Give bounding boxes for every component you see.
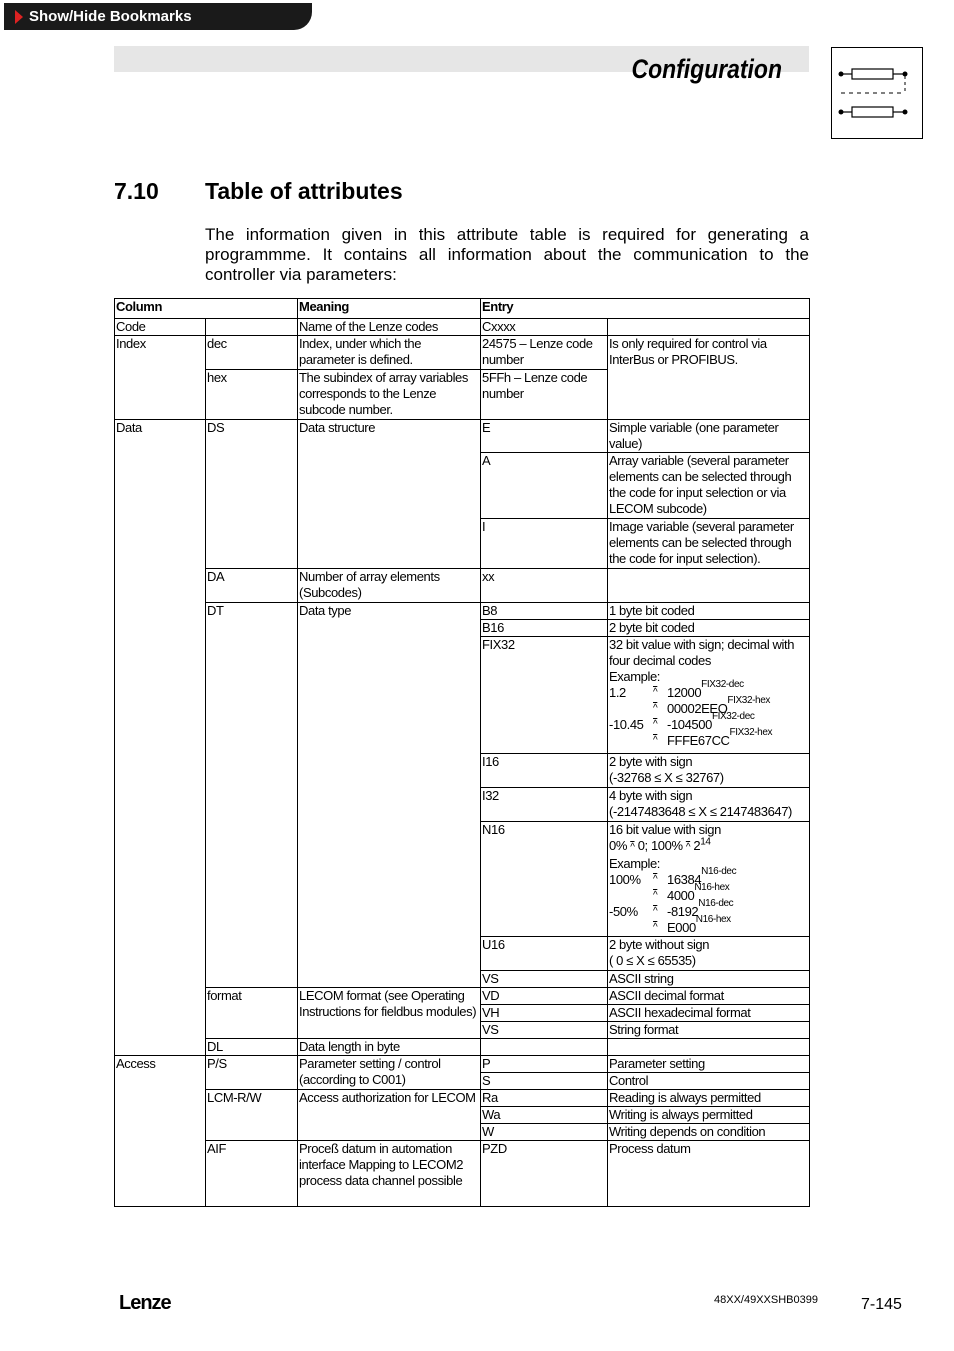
ex-suffix: FIX32-hex — [727, 695, 770, 706]
empty-cell — [115, 988, 206, 1056]
index-note: Is only required for control via InterBus or PROFIBUS. — [608, 336, 810, 420]
ex-value: 1.2 — [609, 685, 626, 700]
empty-cell — [298, 1124, 481, 1141]
dt-entry: N16 — [481, 822, 608, 937]
ds-desc: Simple variable (one parameter value) — [608, 420, 810, 453]
ex-suffix: N16-hex — [694, 882, 730, 893]
ex-suffix: N16-hex — [695, 914, 731, 925]
header-entry: Entry — [481, 299, 810, 319]
i32-desc — [608, 788, 810, 822]
ex-value: -50% — [609, 904, 638, 919]
desc-line: (-2147483648 ≤ X ≤ 2147483647) — [609, 804, 792, 819]
show-hide-bookmarks-button[interactable] — [4, 3, 312, 30]
example-line — [609, 679, 808, 701]
table-row — [115, 569, 810, 603]
format-entry: VS — [481, 1022, 608, 1039]
ex-code: -8192 — [667, 904, 699, 919]
dt-entry: I32 — [481, 788, 608, 822]
ex-code: 16384 — [667, 872, 702, 887]
lcm-entry: W — [481, 1124, 608, 1141]
desc-line: 16 bit value with sign — [609, 822, 721, 837]
page-number: 7-145 — [861, 1296, 902, 1313]
format-entry: VD — [481, 988, 608, 1005]
index-hex-meaning: The subindex of array variables corresponds to the Lenze subcode number. — [298, 370, 481, 420]
lcm-desc: Writing depends on condition — [608, 1124, 810, 1141]
empty-cell — [608, 1039, 810, 1056]
empty-cell — [206, 319, 298, 336]
switch-diagram-icon — [831, 47, 923, 139]
ex-value: -10.45 — [609, 717, 644, 732]
ex-code: FFFE67CC — [667, 733, 730, 748]
u16-desc — [608, 937, 810, 971]
format-desc: String format — [608, 1022, 810, 1039]
text-part: 0% — [609, 838, 631, 853]
code-entry: Cxxxx — [481, 319, 608, 336]
ex-value — [609, 888, 653, 904]
ps-meaning: Parameter setting / control (according to C001) — [298, 1056, 481, 1090]
table-row — [115, 1056, 810, 1073]
header-meaning: Meaning — [298, 299, 481, 319]
format-sub: format — [206, 988, 298, 1039]
da-entry: xx — [481, 569, 608, 603]
dt-entry: FIX32 — [481, 637, 608, 754]
index-hex-sub: hex — [206, 370, 298, 420]
example-line — [609, 914, 808, 936]
document-id: 48XX/49XXSHB0399 — [714, 1294, 818, 1306]
corresponds-symbol: ^ — [630, 842, 635, 853]
lcm-desc: Reading is always permitted — [608, 1090, 810, 1107]
ps-entry: P — [481, 1056, 608, 1073]
chapter-title: Configuration — [631, 54, 782, 84]
text-part: 2 — [690, 838, 701, 853]
format-desc: ASCII decimal format — [608, 988, 810, 1005]
ex-value: 100% — [609, 872, 641, 887]
ds-entry: A — [481, 453, 608, 519]
ds-desc: Array variable (several parameter elements can be selected through the code for input selection or via LECOM subcode) — [608, 453, 810, 519]
section-title: Table of attributes — [205, 178, 403, 204]
example-label: Example: — [609, 669, 661, 684]
empty-cell — [608, 319, 810, 336]
i16-desc — [608, 754, 810, 788]
corresponds-symbol: ^ — [653, 719, 658, 730]
desc-line: 4 byte with sign — [609, 788, 693, 803]
table-row — [115, 1090, 810, 1107]
example-line — [609, 695, 808, 717]
ex-value — [609, 701, 653, 717]
triangle-right-icon — [15, 10, 23, 24]
data-label: Data — [115, 420, 206, 569]
intro-paragraph: The information given in this attribute table is required for generating a programmme. It contains all information about the communication to the controller via parameters: — [205, 225, 809, 284]
lcm-meaning: Access authorization for LECOM — [298, 1090, 481, 1124]
empty-cell — [608, 569, 810, 603]
fix32-text: 32 bit value with sign; decimal with four decimal codes — [609, 637, 795, 668]
corresponds-symbol: ^ — [653, 735, 658, 746]
corresponds-symbol: ^ — [653, 890, 658, 901]
fix32-desc — [608, 637, 810, 754]
dt-entry: U16 — [481, 937, 608, 971]
table-row — [115, 603, 810, 620]
access-label: Access — [115, 1056, 206, 1124]
code-meaning: Name of the Lenze codes — [298, 319, 481, 336]
ex-suffix: N16-dec — [698, 898, 734, 909]
ex-code: 12000 — [667, 685, 702, 700]
da-meaning: Number of array elements (Subcodes) — [298, 569, 481, 603]
dt-entry: B8 — [481, 603, 608, 620]
ds-entry: E — [481, 420, 608, 453]
ex-code: -104500 — [667, 717, 712, 732]
ex-code: E000 — [667, 920, 696, 935]
aif-desc: Process datum — [608, 1141, 810, 1207]
exponent: 14 — [700, 836, 711, 848]
bookmarks-label: Show/Hide Bookmarks — [29, 8, 192, 25]
dt-entry: B16 — [481, 620, 608, 637]
aif-sub: AIF — [206, 1141, 298, 1207]
table-row — [115, 1039, 810, 1056]
ex-value — [609, 920, 653, 936]
ex-suffix: FIX32-hex — [729, 727, 773, 738]
ps-desc: Control — [608, 1073, 810, 1090]
lenze-logo: Lenze — [119, 1292, 171, 1314]
code-label: Code — [115, 319, 206, 336]
empty-cell — [115, 603, 206, 988]
dt-desc: 1 byte bit coded — [608, 603, 810, 620]
ds-desc: Image variable (several parameter elements can be selected through the code for input selection). — [608, 519, 810, 569]
dt-sub: DT — [206, 603, 298, 988]
empty-cell — [115, 569, 206, 603]
format-meaning: LECOM format (see Operating Instructions for fieldbus modules) — [298, 988, 481, 1039]
dl-meaning: Data length in byte — [298, 1039, 481, 1056]
example-label: Example: — [609, 856, 661, 871]
table-row — [115, 1124, 810, 1141]
example-line — [609, 711, 808, 733]
dt-desc: ASCII string — [608, 971, 810, 988]
ex-suffix: FIX32-dec — [701, 679, 744, 690]
table-row — [115, 988, 810, 1005]
desc-line — [609, 838, 808, 856]
table-row — [115, 1141, 810, 1207]
text-part: 0; 100% — [634, 838, 686, 853]
ex-suffix: FIX32-dec — [711, 711, 755, 722]
example-line — [609, 727, 808, 749]
corresponds-symbol: ^ — [685, 842, 691, 853]
dt-desc: 2 byte bit coded — [608, 620, 810, 637]
ps-desc: Parameter setting — [608, 1056, 810, 1073]
attribute-table — [114, 298, 810, 1207]
table-header-row — [115, 299, 810, 319]
dt-entry: I16 — [481, 754, 608, 788]
table-row — [115, 336, 810, 370]
desc-line: 2 byte with sign — [609, 754, 693, 769]
corresponds-symbol: ^ — [653, 922, 658, 933]
corresponds-symbol: ^ — [653, 687, 658, 698]
lcm-entry: Wa — [481, 1107, 608, 1124]
index-dec-entry: 24575 – Lenze code number — [481, 336, 608, 370]
empty-cell — [115, 1141, 206, 1207]
ex-value — [609, 733, 653, 749]
lcm-sub: LCM-R/W — [206, 1090, 298, 1124]
corresponds-symbol: ^ — [653, 703, 658, 714]
section-number: 7.10 — [114, 178, 159, 204]
ps-entry: S — [481, 1073, 608, 1090]
desc-line: 2 byte without sign — [609, 937, 710, 952]
n16-desc — [608, 822, 810, 937]
format-desc: ASCII hexadecimal format — [608, 1005, 810, 1022]
ds-sub: DS — [206, 420, 298, 569]
header-column: Column — [115, 299, 298, 319]
desc-line: ( 0 ≤ X ≤ 65535) — [609, 953, 696, 968]
index-dec-sub: dec — [206, 336, 298, 370]
ds-entry: I — [481, 519, 608, 569]
index-label: Index — [115, 336, 206, 420]
ex-suffix: N16-dec — [701, 866, 737, 877]
dt-entry: VS — [481, 971, 608, 988]
lcm-desc: Writing is always permitted — [608, 1107, 810, 1124]
ps-sub: P/S — [206, 1056, 298, 1090]
corresponds-symbol: ^ — [653, 874, 658, 885]
table-row — [115, 420, 810, 453]
da-sub: DA — [206, 569, 298, 603]
format-entry: VH — [481, 1005, 608, 1022]
empty-cell — [481, 1039, 608, 1056]
table-row — [115, 319, 810, 336]
dl-sub: DL — [206, 1039, 298, 1056]
lcm-entry: Ra — [481, 1090, 608, 1107]
empty-cell — [115, 1124, 206, 1141]
index-hex-entry: 5FFh – Lenze code number — [481, 370, 608, 420]
aif-meaning: Proceß datum in automation interface Mapping to LECOM2 process data channel possible — [298, 1141, 481, 1207]
aif-entry: PZD — [481, 1141, 608, 1207]
dt-meaning: Data type — [298, 603, 481, 988]
index-dec-meaning: Index, under which the parameter is defined. — [298, 336, 481, 370]
empty-cell — [206, 1124, 298, 1141]
desc-line: (-32768 ≤ X ≤ 32767) — [609, 770, 724, 785]
ex-code: 4000 — [667, 888, 695, 903]
ds-meaning: Data structure — [298, 420, 481, 569]
ex-code: 00002EEO — [667, 701, 728, 716]
corresponds-symbol: ^ — [653, 906, 658, 917]
